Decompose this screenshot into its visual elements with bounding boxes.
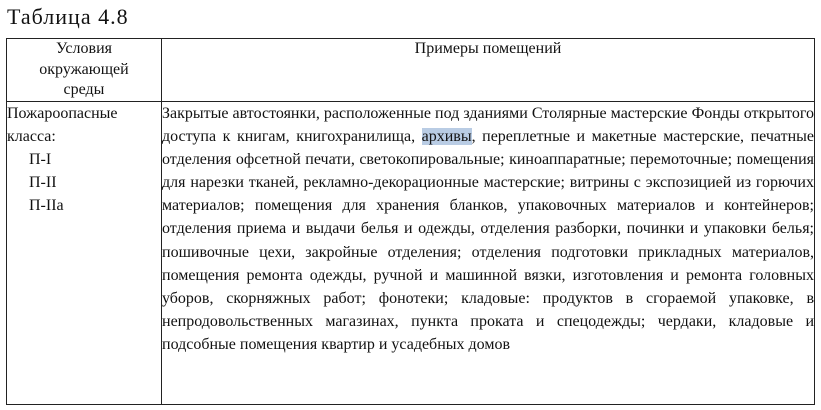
header-examples-label: Примеры помещений [414,40,562,57]
class-item: П-I [29,151,52,168]
class-item: П-IIa [29,197,64,214]
selected-text-highlight[interactable]: архивы [421,128,472,146]
examples-text[interactable]: Закрытые автостоянки, расположенные под зданиями Столярные мастерские Фонды открытого доступа к книгам, книгохранилища, [162,105,814,146]
header-conditions-line: окружающей [39,60,129,78]
condition-label-line: Пожароопасные [7,105,118,122]
header-examples-cell [162,39,815,102]
header-conditions-line: среды [63,81,105,98]
header-conditions-line: Условия [56,40,112,57]
examples-cell[interactable] [162,102,815,405]
examples-text[interactable]: , переплетные и макетные мастерские, печатные отделения офсетной печати, светокопировальные; киноаппаратные; перемоточные; помещения для нарезки тканей, рекламно-декорационные мастерские; витрины с экспозицией из горючих материалов; помещения для хранения бланков, упаковочных материалов и контейнеров; отделения приема и выдачи белья и одежды, отделения разборки, починки и упаковки белья; пошивочные цехи, закройные отделения; отделения подготовки прикладных материалов, помещения ремонта одежды, ручной и машинной вязки, изготовления и ремонта головных уборов, скорняжных работ; фонотеки; кладовые: продуктов в сгораемой упаковке, в непродовольственных магазинах, пункта проката и спецодежды; чердаки, кладовые и подсобные помещения квартир и усадебных домов [162,128,815,353]
condition-label-line: класса: [7,128,56,145]
condition-cell [7,102,162,405]
header-conditions-cell [7,39,162,102]
rooms-table [6,38,815,405]
class-item: П-II [29,174,57,191]
table-caption: Таблица 4.8 [7,4,129,29]
table-row [7,102,815,405]
table-header-row [7,39,815,102]
